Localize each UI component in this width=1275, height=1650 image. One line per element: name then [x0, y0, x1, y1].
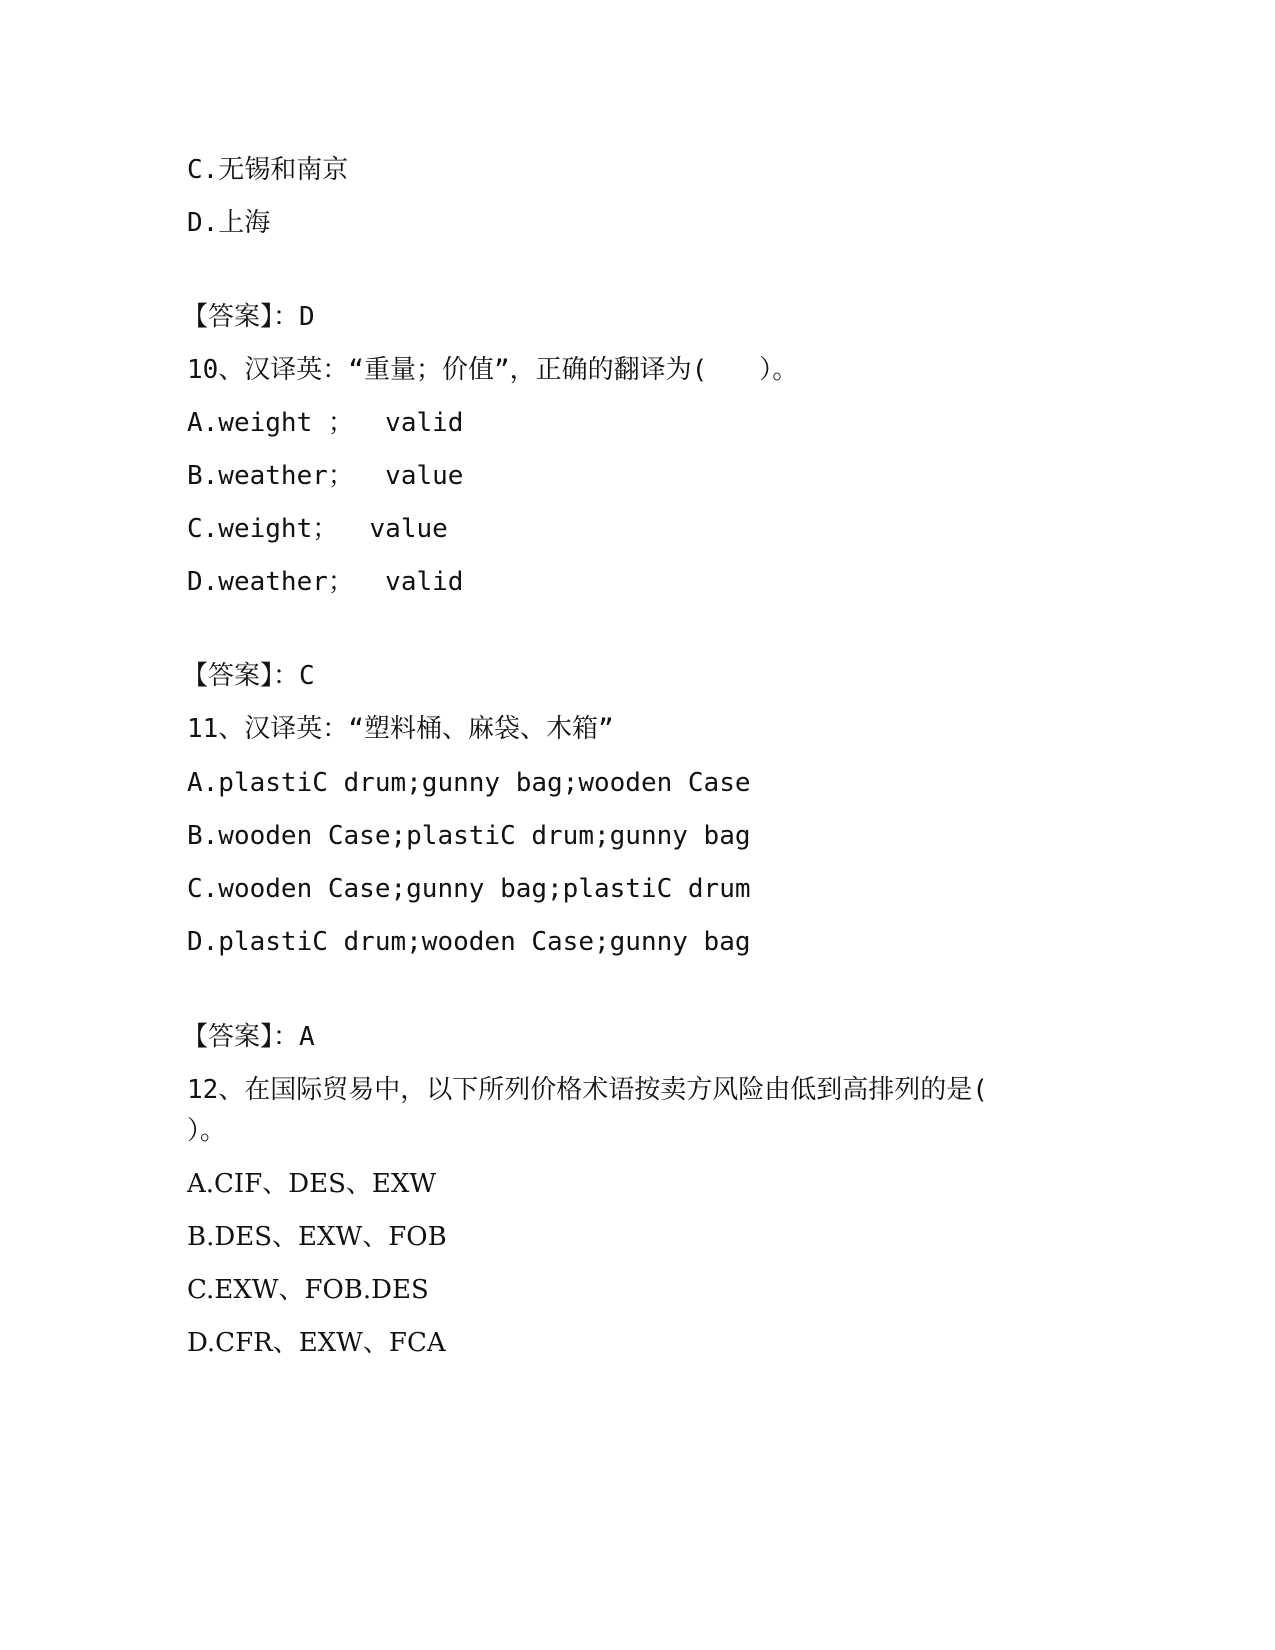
q10-option-d: D.weather； valid: [187, 567, 464, 597]
q12-option-a: A.CIF、DES、EXW: [187, 1169, 437, 1199]
q10-option-a: A.weight ； valid: [187, 408, 464, 438]
q11-option-b: B.wooden Case;plastiC drum;gunny bag: [187, 821, 751, 851]
q9-option-c: C.无锡和南京: [187, 155, 349, 185]
q9-answer: 【答案】：D: [182, 302, 315, 332]
q10-option-b: B.weather； value: [187, 461, 464, 491]
q10-option-c: C.weight； value: [187, 514, 448, 544]
q10-answer: 【答案】：C: [182, 661, 315, 691]
q11-option-a: A.plastiC drum;gunny bag;wooden Case: [187, 768, 751, 798]
q12-stem-line2: ）。: [187, 1116, 227, 1146]
q12-option-d: D.CFR、EXW、FCA: [187, 1328, 446, 1358]
q11-option-c: C.wooden Case;gunny bag;plastiC drum: [187, 874, 751, 904]
q10-stem: 10、汉译英：“重量；价值”，正确的翻译为( ）。: [187, 355, 799, 385]
q11-stem: 11、汉译英：“塑料桶、麻袋、木箱”: [187, 714, 614, 744]
q12-option-b: B.DES、EXW、FOB: [187, 1222, 447, 1252]
q12-option-c: C.EXW、FOB.DES: [187, 1275, 429, 1305]
q12-stem-line1: 12、在国际贸易中，以下所列价格术语按卖方风险由低到高排列的是(: [187, 1075, 988, 1105]
q9-option-d: D.上海: [187, 208, 271, 238]
q11-answer: 【答案】：A: [182, 1022, 315, 1052]
q11-option-d: D.plastiC drum;wooden Case;gunny bag: [187, 927, 751, 957]
